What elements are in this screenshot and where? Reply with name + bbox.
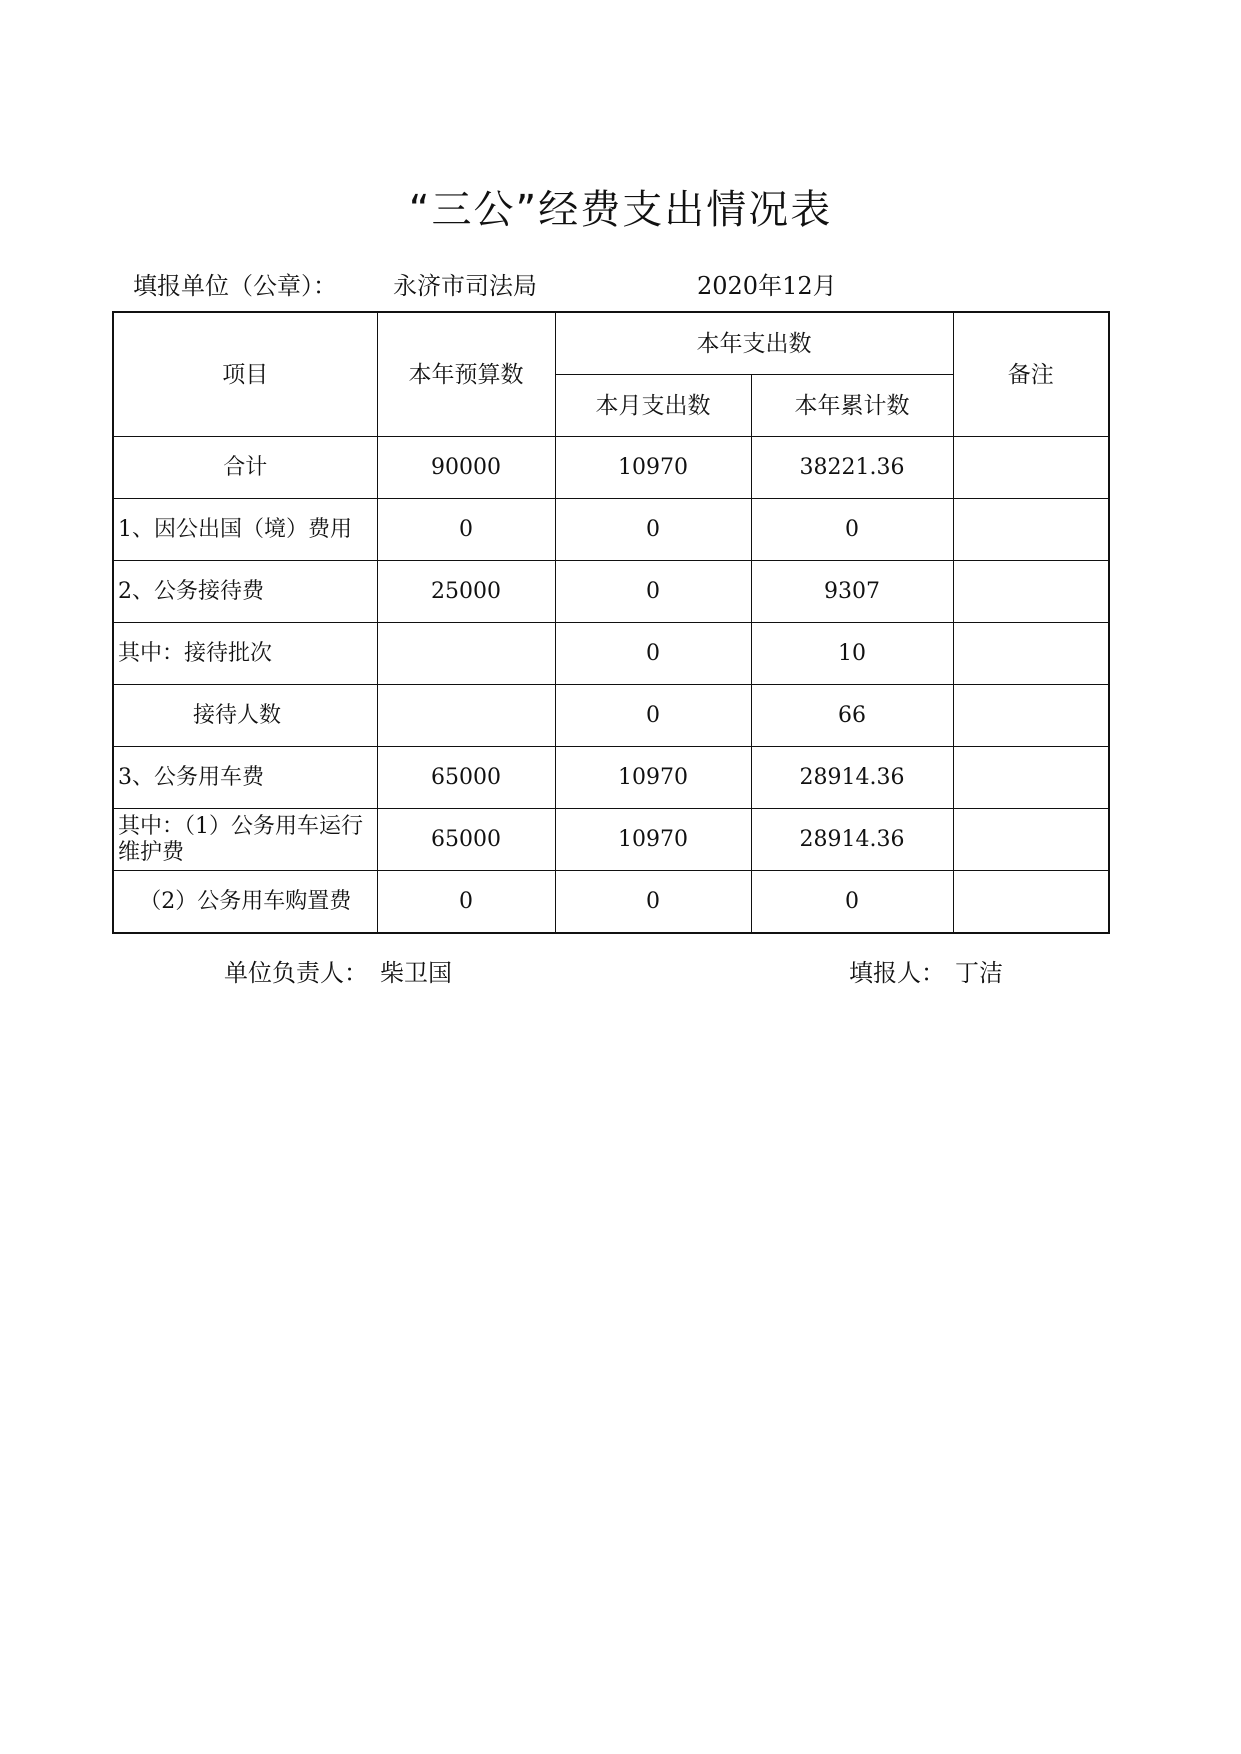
row-cumulative: 66: [751, 685, 953, 747]
row-cumulative: 10: [751, 623, 953, 685]
document-title: “三公”经费支出情况表: [408, 187, 833, 233]
row-remarks: [953, 871, 1109, 934]
row-cumulative: 28914.36: [751, 809, 953, 871]
expense-table: [112, 311, 1110, 934]
row-month: 10970: [555, 809, 751, 871]
row-budget: 0: [377, 499, 555, 561]
row-remarks: [953, 685, 1109, 747]
row-remarks: [953, 437, 1109, 499]
table-row: [113, 871, 1109, 934]
row-remarks: [953, 499, 1109, 561]
row-remarks: [953, 623, 1109, 685]
row-cumulative: 0: [751, 871, 953, 934]
table-row: [113, 623, 1109, 685]
row-budget: 25000: [377, 561, 555, 623]
row-remarks: [953, 561, 1109, 623]
row-budget: 65000: [377, 809, 555, 871]
row-item: 2、公务接待费: [113, 561, 377, 623]
row-cumulative: 38221.36: [751, 437, 953, 499]
table-row: [113, 685, 1109, 747]
table-row: [113, 809, 1109, 871]
row-budget: [377, 623, 555, 685]
filler-label: 填报人：: [849, 959, 945, 987]
row-item: 1、因公出国（境）费用: [113, 499, 377, 561]
row-month: 0: [555, 561, 751, 623]
table-row: [113, 499, 1109, 561]
row-month: 0: [555, 871, 751, 934]
row-budget: 0: [377, 871, 555, 934]
row-month: 10970: [555, 437, 751, 499]
row-remarks: [953, 747, 1109, 809]
table-row: [113, 747, 1109, 809]
table-row: [113, 561, 1109, 623]
header-item: 项目: [113, 312, 377, 437]
header-month-expense: 本月支出数: [555, 375, 751, 437]
header-budget: 本年预算数: [377, 312, 555, 437]
row-budget: 90000: [377, 437, 555, 499]
row-item: 其中：（1）公务用车运行维护费: [113, 809, 377, 871]
table-row: [113, 437, 1109, 499]
unit-label: 填报单位（公章）：: [133, 272, 337, 300]
row-month: 10970: [555, 747, 751, 809]
row-cumulative: 0: [751, 499, 953, 561]
unit-head-label: 单位负责人：: [224, 959, 368, 987]
filler-name: 丁洁: [955, 959, 1003, 987]
header-row-top: [113, 312, 1109, 375]
row-item: 其中：接待批次: [113, 623, 377, 685]
row-budget: 65000: [377, 747, 555, 809]
row-item: 合计: [113, 437, 377, 499]
unit-name: 永济市司法局: [393, 272, 537, 300]
report-period: 2020年12月: [697, 272, 837, 300]
row-budget: [377, 685, 555, 747]
row-month: 0: [555, 623, 751, 685]
row-item: 接待人数: [113, 685, 377, 747]
header-remarks: 备注: [953, 312, 1109, 437]
row-cumulative: 28914.36: [751, 747, 953, 809]
row-month: 0: [555, 685, 751, 747]
header-expense-group: 本年支出数: [555, 312, 953, 375]
header-year-cumulative: 本年累计数: [751, 375, 953, 437]
row-remarks: [953, 809, 1109, 871]
row-month: 0: [555, 499, 751, 561]
row-item: （2）公务用车购置费: [113, 871, 377, 934]
unit-head-name: 柴卫国: [380, 959, 452, 987]
row-cumulative: 9307: [751, 561, 953, 623]
row-item: 3、公务用车费: [113, 747, 377, 809]
